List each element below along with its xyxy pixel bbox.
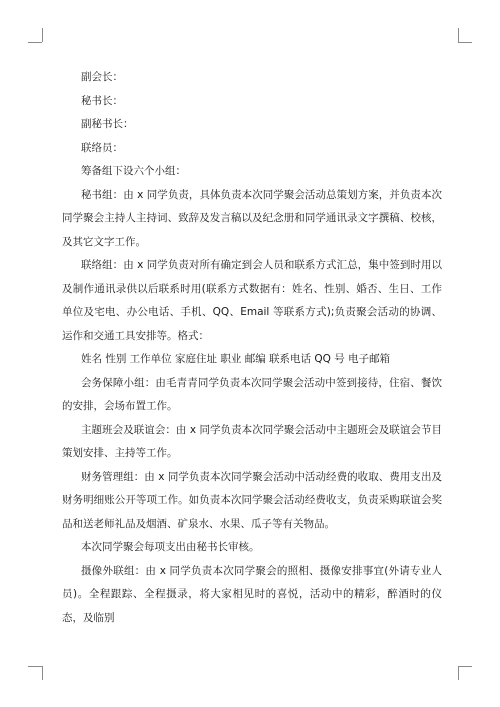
paragraph-vice-president: 副会长： [81, 71, 123, 83]
paragraph-contact-format: 姓名 性别 工作单位 家庭住址 职业 邮编 联系电话 QQ 号 电子邮箱 [81, 353, 391, 365]
paragraph-liaison-group: 联络组：由 x 同学负责对所有确定到会人员和联系方式汇总，集中签到时用以及制作通讯录供以后联系时用(联系方式数据有：姓名、性别、婚否、生日、工作单位及宅电、办公电话、手机、QQ、Email 等联系方式);负责聚会活动的协调、运作和交通工具安排等。格式： [62, 259, 442, 342]
paragraph-liaison: 联络员： [81, 141, 123, 154]
paragraph-secretary-general: 秘书长： [81, 94, 123, 107]
paragraph-expense-review: 本次同学聚会每项支出由秘书长审核。 [81, 541, 260, 553]
paragraph-groups-intro: 筹备组下设六个小组： [81, 165, 186, 177]
paragraph-secretariat-group: 秘书组：由 x 同学负责，具体负责本次同学聚会活动总策划方案，并负责本次同学聚会主持人主持词、致辞及发言稿以及纪念册和同学通讯录文字撰稿、校核，及其它文字工作。 [62, 188, 442, 248]
document-body [62, 66, 442, 630]
paragraph-finance-group: 财务管理组：由 x 同学负责本次同学聚会活动中活动经费的收取、费用支出及财务明细账公开等项工作。如负责本次同学聚会活动经费收支，负责采购联谊会奖品和送老师礼品及烟酒、矿泉水、水果、瓜子等有关物品。 [62, 470, 442, 530]
paragraph-deputy-secretary-general: 副秘书长： [81, 118, 134, 130]
paragraph-theme-meeting: 主题班会及联谊会：由 x 同学负责本次同学聚会活动中主题班会及联谊会节目策划安排、主持等工作。 [62, 423, 442, 459]
paragraph-logistics-group: 会务保障小组：由毛青青同学负责本次同学聚会活动中签到接待，住宿、餐饮的安排，会场布置工作。 [62, 376, 442, 412]
paragraph-photo-group: 摄像外联组：由 x 同学负责本次同学聚会的照相、摄像安排事宜(外请专业人员)。全程跟踪、全程摄录，将大家相见时的喜悦，活动中的精彩，醉酒时的仪态，及临别 [62, 564, 442, 624]
